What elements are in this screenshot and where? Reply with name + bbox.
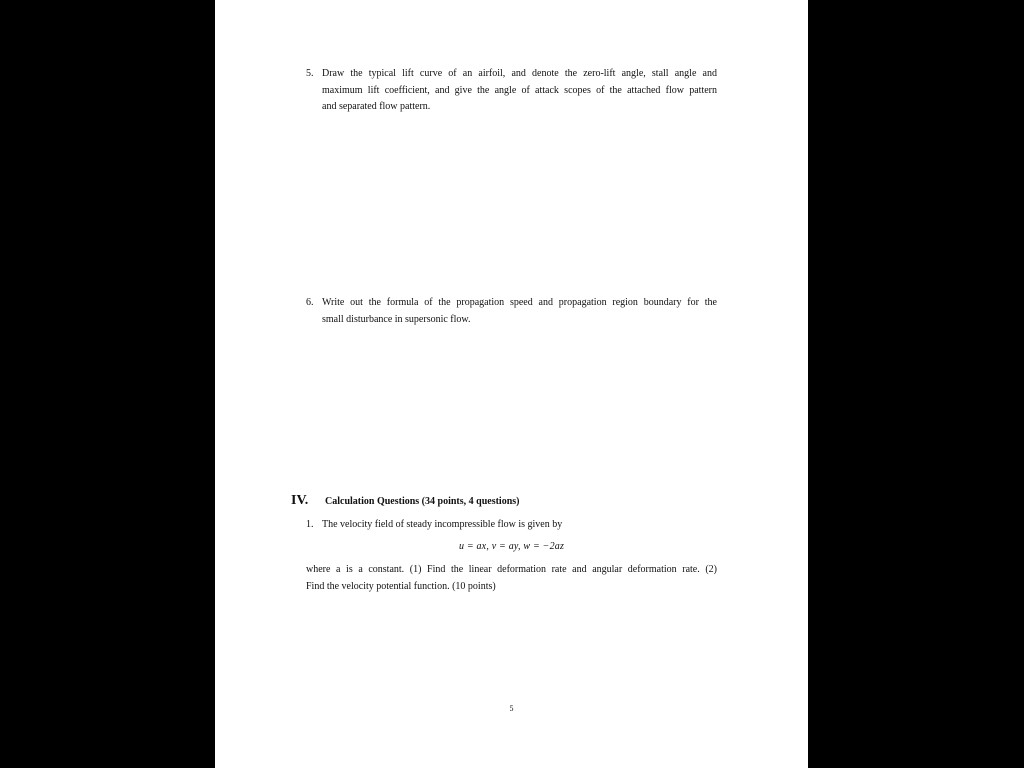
question-line: and separated flow pattern. [322,101,431,112]
question-5 [306,66,717,116]
question-number: 1. [306,519,314,530]
question-6 [306,295,717,328]
question-line: Draw the typical lift curve of an airfoil, and denote the zero-lift angle, stall angle and [322,68,717,79]
section-number: IV. [291,493,309,508]
question-line: The velocity field of steady incompressible flow is given by [322,519,563,530]
question-line: small disturbance in supersonic flow. [322,313,471,325]
question-line: Find the velocity potential function. (10 points) [306,580,496,592]
velocity-field-formula: u = ax, v = ay, w = −2az [458,541,565,552]
question-line: maximum lift coefficient, and give the angle of attack scopes of the attached flow pattern [322,84,717,96]
question-line: where a is a constant. (1) Find the linear deformation rate and angular deformation rate. (2) [306,564,717,575]
section-title: Calculation Questions (34 points, 4 questions) [325,496,520,507]
calc-question-1-body [306,562,717,595]
question-line: Write out the formula of the propagation speed and propagation region boundary for the [322,297,717,308]
page-number: 5 [509,704,514,713]
question-text [322,295,717,328]
document-page [215,0,808,768]
question-intro [322,517,717,534]
section-heading [291,492,711,512]
question-text [322,66,717,116]
question-number: 5. [306,68,314,79]
calc-question-1 [306,517,717,534]
question-number: 6. [306,297,314,308]
